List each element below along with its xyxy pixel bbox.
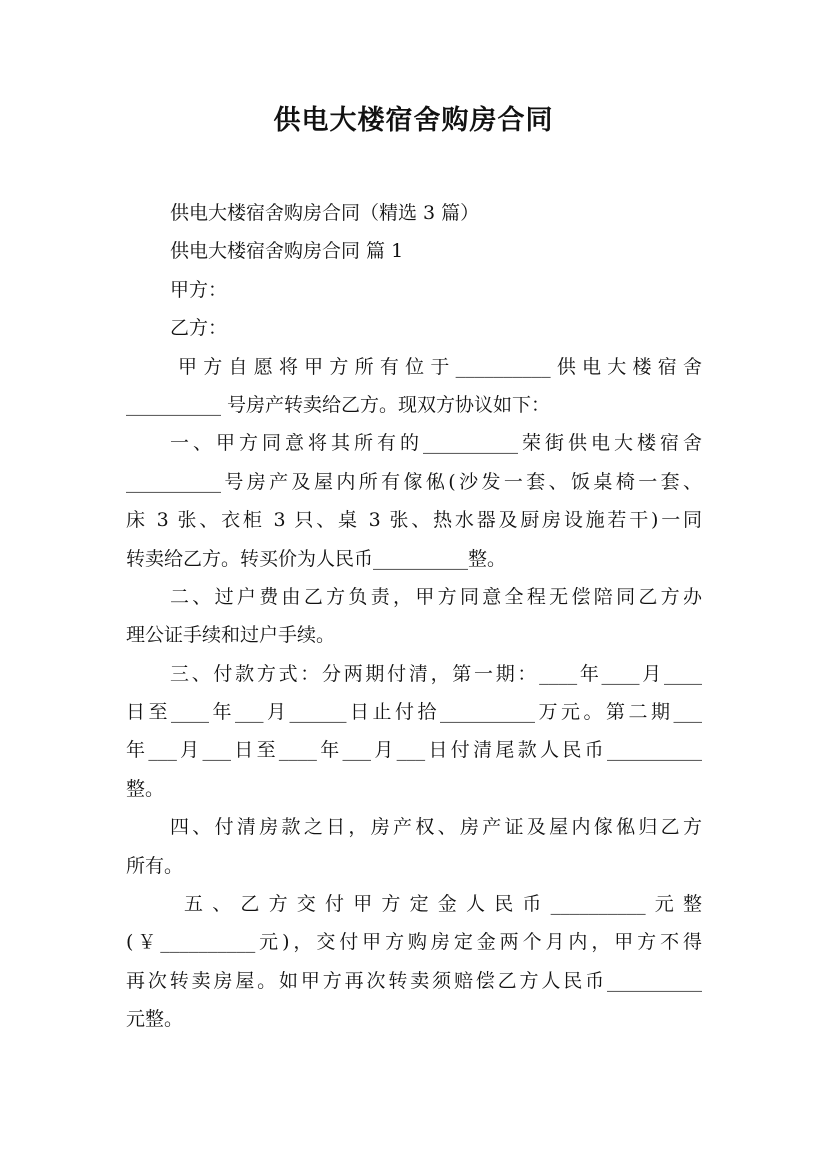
party-b-label: 乙方： xyxy=(170,317,228,340)
section-heading: 供电大楼宿舍购房合同 篇 1 xyxy=(170,240,404,263)
paragraph-line: 床 3 张、衣柜 3 只、桌 3 张、热水器及厨房设施若干)一同 xyxy=(126,509,702,532)
paragraph-line: 三、付款方式：分两期付清，第一期：____年____月____ xyxy=(170,662,702,685)
paragraph-line: 所有。 xyxy=(126,854,184,877)
paragraph-line: 甲方自愿将甲方所有位于__________供电大楼宿舍 xyxy=(178,355,702,378)
document-title: 供电大楼宿舍购房合同 xyxy=(273,105,554,136)
paragraph-line: (￥__________元)，交付甲方购房定金两个月内，甲方不得 xyxy=(126,931,702,954)
paragraph-line: 一、甲方同意将其所有的__________荣街供电大楼宿舍 xyxy=(170,432,702,455)
paragraph-line: 五、乙方交付甲方定金人民币__________元整 xyxy=(184,893,702,916)
paragraph-line: 年___月___日至____年___月___日付清尾款人民币__________ xyxy=(126,739,702,762)
paragraph-line: 再次转卖房屋。如甲方再次转卖须赔偿乙方人民币__________ xyxy=(126,969,702,992)
paragraph-line: 四、付清房款之日，房产权、房产证及屋内傢俬归乙方 xyxy=(170,816,702,839)
party-a-label: 甲方： xyxy=(170,278,228,301)
subtitle-line: 供电大楼宿舍购房合同（精选 3 篇） xyxy=(170,202,480,224)
paragraph-line: 二、过户费由乙方负责，甲方同意全程无偿陪同乙方办 xyxy=(170,585,702,608)
paragraph-line: 整。 xyxy=(126,777,165,800)
paragraph-line: 日至____年___月______日止付拾__________万元。第二期___ xyxy=(126,701,702,724)
paragraph-line: 转卖给乙方。转买价为人民币__________整。 xyxy=(126,547,507,570)
paragraph-line: __________号房产及屋内所有傢俬(沙发一套、饭桌椅一套、 xyxy=(126,470,702,493)
document-body xyxy=(126,194,702,1039)
paragraph-line: 理公证手续和过户手续。 xyxy=(126,624,336,647)
paragraph-line: 元整。 xyxy=(126,1008,184,1031)
paragraph-line: __________ 号房产转卖给乙方。现双方协议如下： xyxy=(126,393,551,416)
